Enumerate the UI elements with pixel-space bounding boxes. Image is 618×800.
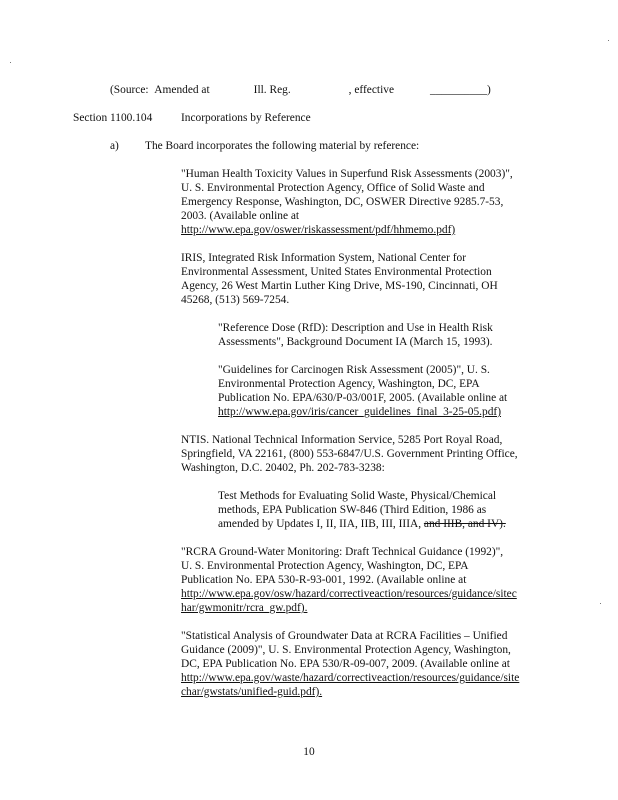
ref-line: Publication No. EPA/630/P-03/001F, 2005. (Available online at [218,392,508,404]
section-number: Section 1100.104 [73,112,153,124]
ref-line: "Statistical Analysis of Groundwater Data at RCRA Facilities – Unified [181,630,508,642]
ref-line: "Human Health Toxicity Values in Superfund Risk Assessments (2003)", [181,168,513,180]
scan-speck [608,40,609,41]
ref-line: Agency, 26 West Martin Luther King Drive, MS-190, Cincinnati, OH [181,280,498,292]
ref-line: IRIS, Integrated Risk Information System, National Center for [181,252,467,264]
para-a-text: The Board incorporates the following material by reference: [145,140,420,152]
source-effective: , effective [348,84,394,96]
ref-line: "Reference Dose (RfD): Description and Use in Health Risk [218,322,493,334]
ref-line: U. S. Environmental Protection Agency, Washington, DC, EPA [181,560,469,572]
source-blank: __________ [430,84,487,96]
source-amended: Amended at [154,84,210,96]
ref-line: Environmental Protection Agency, Washington, DC, EPA [218,378,480,390]
ref-url[interactable]: char/gwstats/unified-guid.pdf). [181,686,323,698]
page-number: 10 [303,746,315,758]
source-prefix: (Source: [110,84,149,96]
scan-speck [600,603,601,604]
source-suffix: ) [486,84,491,96]
ref-line: Springfield, VA 22161, (800) 553-6847/U.S. Government Printing Office, [181,448,518,460]
ref-url[interactable]: http://www.epa.gov/oswer/riskassessment/pdf/hhmemo.pdf) [181,224,456,236]
ref-url[interactable]: http://www.epa.gov/waste/hazard/correctiveaction/resources/guidance/site [181,672,520,684]
section-title: Incorporations by Reference [181,112,311,124]
scan-speck [10,62,11,63]
ref-line: Environmental Assessment, United States Environmental Protection [181,266,492,278]
ref-text: and IIIB, and IV). [423,518,506,530]
ref-line: 2003. (Available online at [181,210,300,222]
source-ill-reg: Ill. Reg. [253,84,291,96]
ref-line: Assessments", Background Document IA (March 15, 1993). [218,336,493,348]
ref-line: methods, EPA Publication SW-846 (Third Edition, 1986 as [218,504,487,516]
ref-line: NTIS. National Technical Information Service, 5285 Port Royal Road, [181,434,503,446]
ref-line: 45268, (513) 569-7254. [181,294,290,306]
ref-line: Publication No. EPA 530-R-93-001, 1992. (Available online at [181,574,467,586]
ref-line [218,517,506,531]
source-line [110,83,491,97]
ref-line: "Guidelines for Carcinogen Risk Assessment (2005)", U. S. [218,364,490,376]
ref-url[interactable]: har/gwmonitr/rcra_gw.pdf). [181,602,308,614]
ref-line: Washington, D.C. 20402, Ph. 202-783-3238: [181,462,385,474]
ref-url[interactable]: http://www.epa.gov/iris/cancer_guidelines_final_3-25-05.pdf) [218,406,502,418]
ref-line: Guidance (2009)", U. S. Environmental Protection Agency, Washington, [181,644,511,656]
ref-text: amended by Updates I, II, IIA, IIB, III, IIIA, [218,518,424,530]
ref-line: Test Methods for Evaluating Solid Waste, Physical/Chemical [218,490,497,502]
ref-url[interactable]: http://www.epa.gov/osw/hazard/correctiveaction/resources/guidance/sitec [181,588,517,600]
ref-line: U. S. Environmental Protection Agency, Office of Solid Waste and [181,182,485,194]
ref-line: "RCRA Ground-Water Monitoring: Draft Technical Guidance (1992)", [181,546,504,558]
ref-line: DC, EPA Publication No. EPA 530/R-09-007, 2009. (Available online at [181,658,510,670]
ref-line: Emergency Response, Washington, DC, OSWER Directive 9285.7-53, [181,196,504,208]
para-a-label: a) [110,140,119,152]
